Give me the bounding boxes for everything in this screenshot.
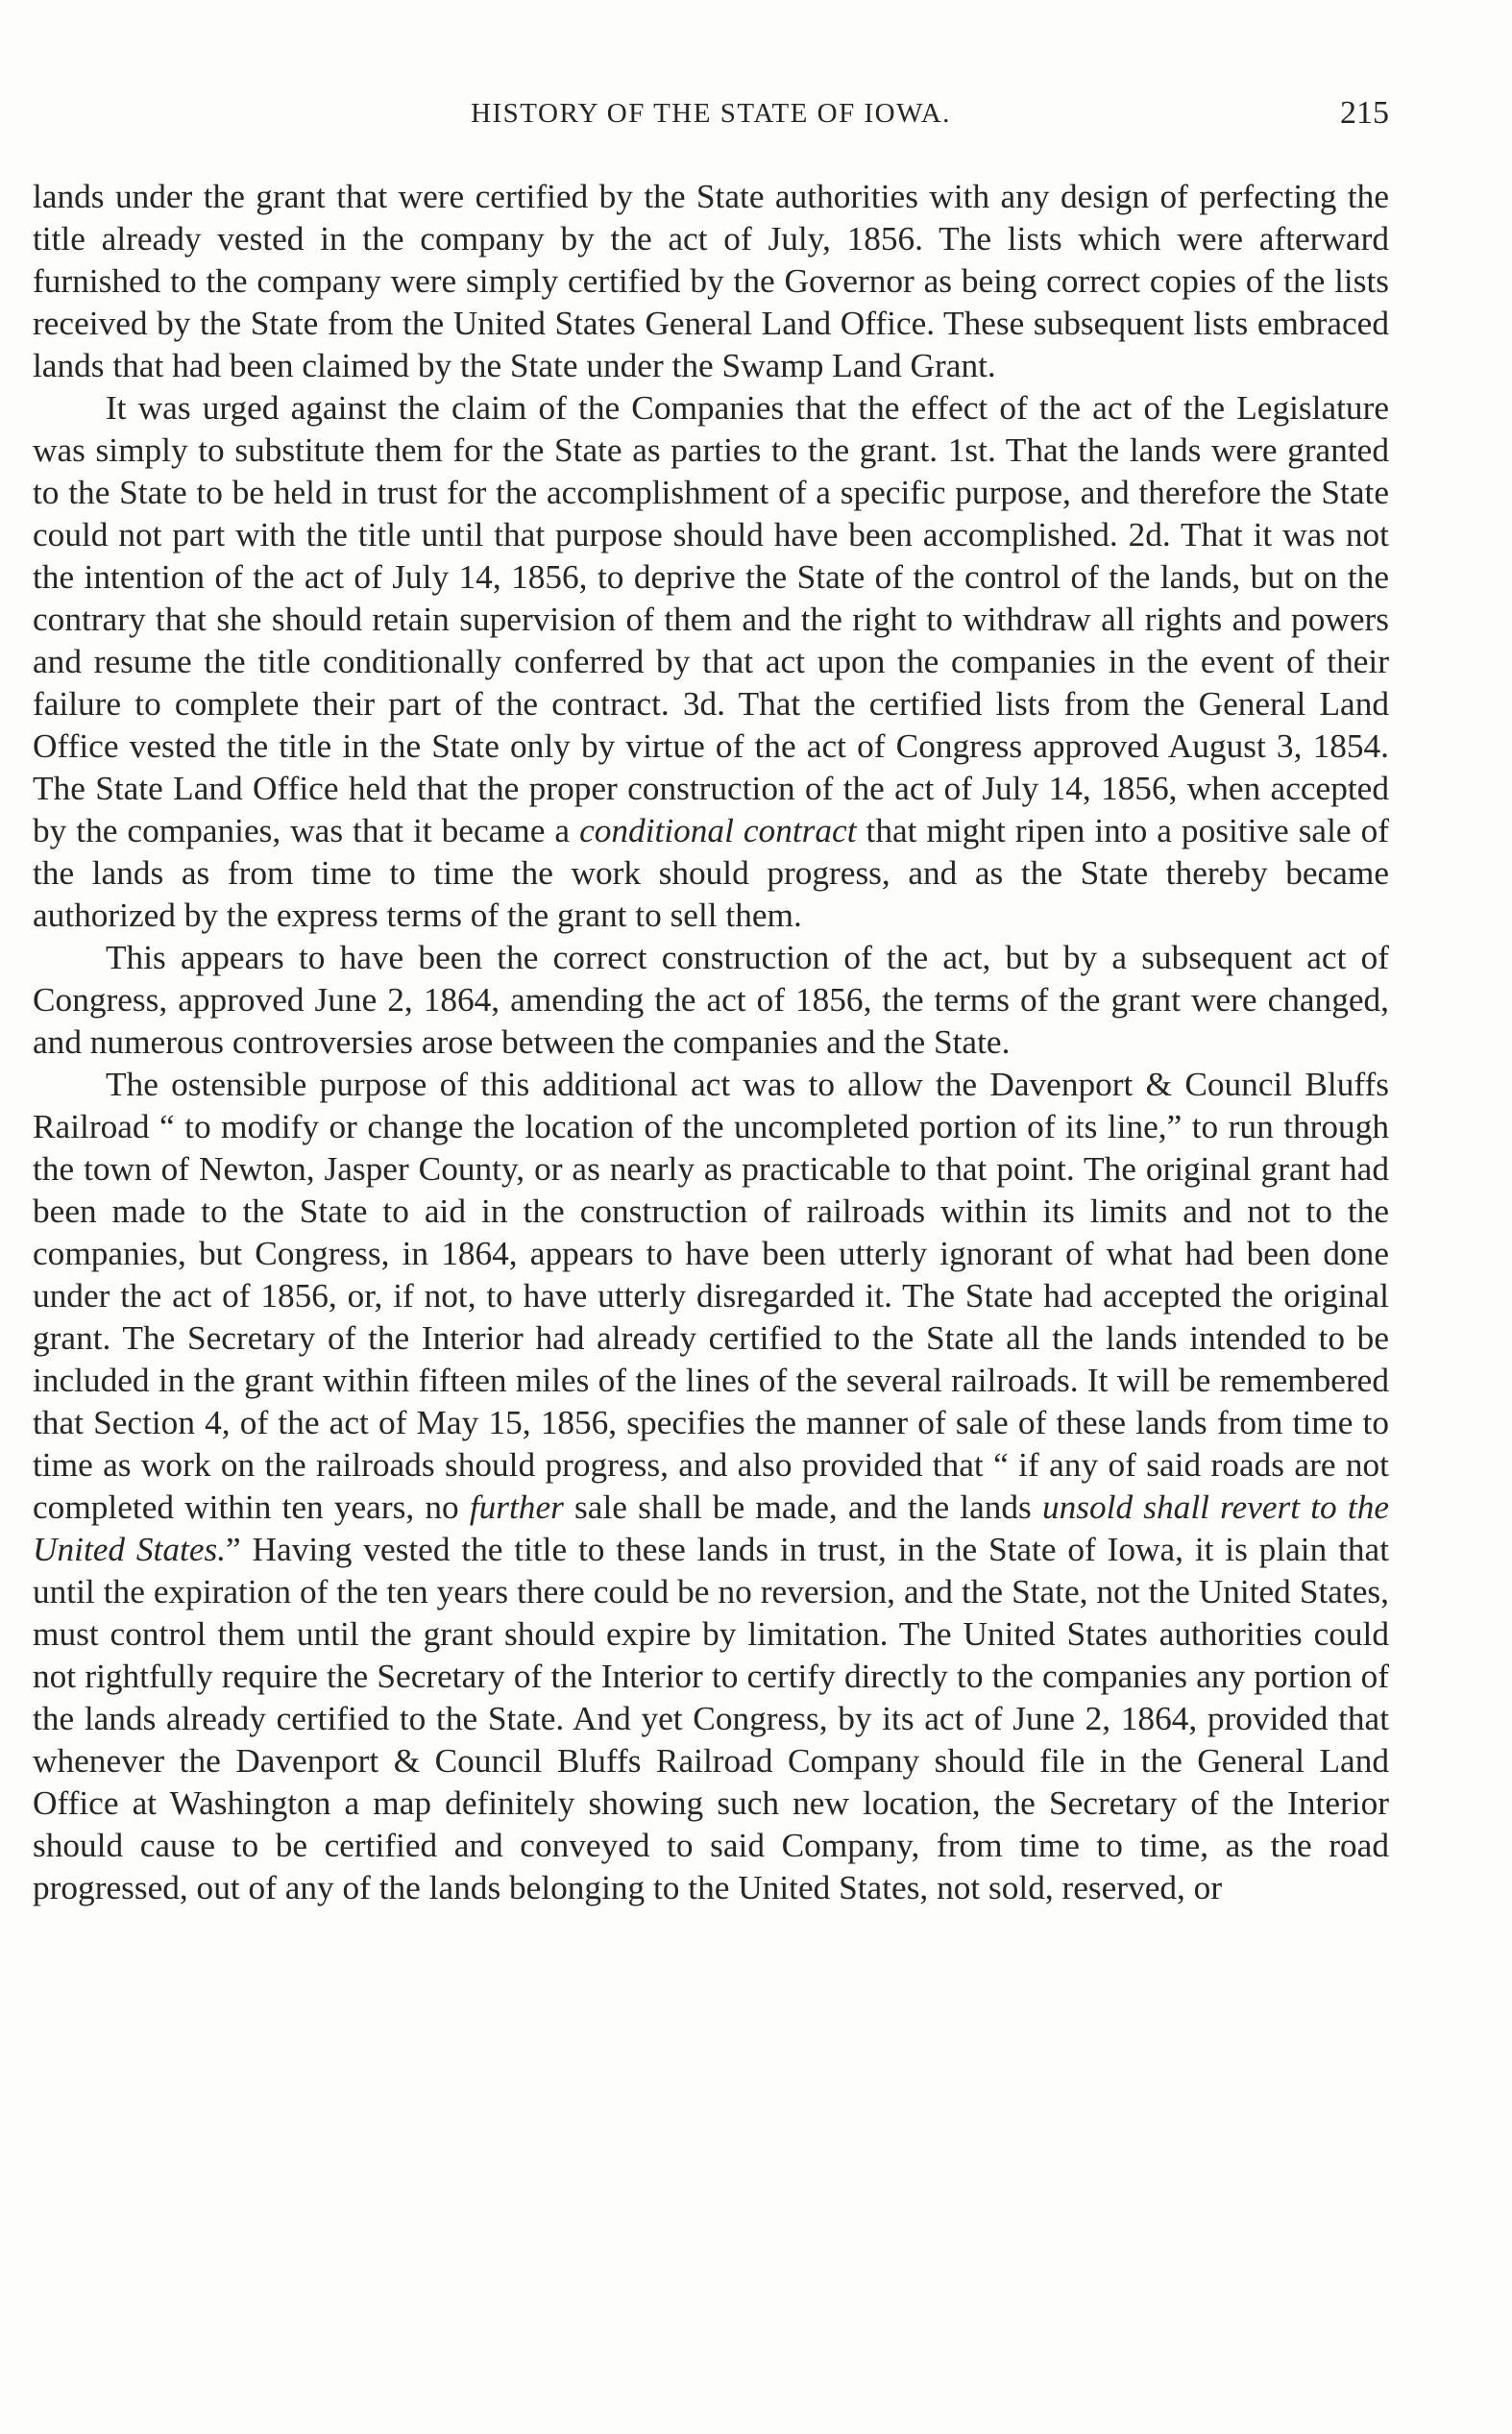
text-run: This appears to have been the correct construction of the act, but by a subsequent act of Congress, approved June 2, 1864, amending the act of 1856, the terms of the grant were changed, and numerous controversies arose between the companies and the State. <box>33 939 1389 1061</box>
paragraph <box>33 387 1389 937</box>
italic-text: unsold shall revert to the United States. <box>33 1488 1390 1568</box>
paragraph <box>33 1064 1389 1909</box>
text-run: that might ripen into a positive sale of the lands as from time to time the work should progress, and as the State thereby became authorized by the express terms of the grant to sell them. <box>33 812 1389 934</box>
text-run: lands under the grant that were certified by the State authorities with any design of perfecting the title already vested in the company by the act of July, 1856. The lists which were afterward furnished to the company were simply certified by the Governor as being correct copies of the lists received by the State from the United States General Land Office. These subsequent lists embraced lands that had been claimed by the State under the Swamp Land Grant. <box>33 178 1389 384</box>
running-head: HISTORY OF THE STATE OF IOWA. <box>471 98 951 129</box>
text-run: It was urged against the claim of the Companies that the effect of the act of the Legislature was simply to substitute them for the State as parties to the grant. 1st. That the lands were granted to the State to be held in trust for the accomplishment of a specific purpose, and therefore the State could not part with the title until that purpose should have been accomplished. 2d. That it was not the intention of the act of July 14, 1856, to deprive the State of the control of the lands, but on the contrary that she should retain supervision of them and the right to withdraw all rights and powers and resume the title conditionally conferred by that act upon the companies in the event of their failure to complete their part of the contract. 3d. That the certified lists from the General Land Office vested the title in the State only by virtue of the act of Congress approved August 3, 1854. The State Land Office held that the proper construction of the act of July 14, 1856, when accepted by the companies, was that it became a <box>33 389 1389 849</box>
body-text <box>33 176 1389 1909</box>
paragraph <box>33 176 1389 387</box>
page-number: 215 <box>1340 95 1389 131</box>
paragraph <box>33 937 1389 1064</box>
italic-text: conditional contract <box>579 812 857 849</box>
page-header <box>33 92 1389 135</box>
text-run: sale shall be made, and the lands <box>563 1488 1042 1526</box>
text-run: ” Having vested the title to these lands in trust, in the State of Iowa, it is plain that until the expiration of the ten years there could be no reversion, and the State, not the United States, must control them until the grant should expire by limitation. The United States authorities could not rightfully require the Secretary of the Interior to certify directly to the companies any portion of the lands already certified to the State. And yet Congress, by its act of June 2, 1864, provided that whenever the Davenport & Council Bluffs Railroad Company should file in the General Land Office at Washington a map definitely showing such new location, the Secretary of the Interior should cause to be certified and conveyed to said Company, from time to time, as the road progressed, out of any of the lands belonging to the United States, not sold, reserved, or <box>33 1531 1389 1906</box>
text-run: The ostensible purpose of this additional act was to allow the Davenport & Council Bluffs Railroad “ to modify or change the location of the uncompleted portion of its line,” to run through the town of Newton, Jasper County, or as nearly as practicable to that point. The original grant had been made to the State to aid in the construction of railroads within its limits and not to the companies, but Congress, in 1864, appears to have been utterly ignorant of what had been done under the act of 1856, or, if not, to have utterly disregarded it. The State had accepted the original grant. The Secretary of the Interior had already certified to the State all the lands intended to be included in the grant within fifteen miles of the lines of the several railroads. It will be remembered that Section 4, of the act of May 15, 1856, specifies the manner of sale of these lands from time to time as work on the railroads should progress, and also provided that “ if any of said roads are not completed within ten years, no <box>33 1066 1389 1526</box>
italic-text: further <box>469 1488 564 1526</box>
